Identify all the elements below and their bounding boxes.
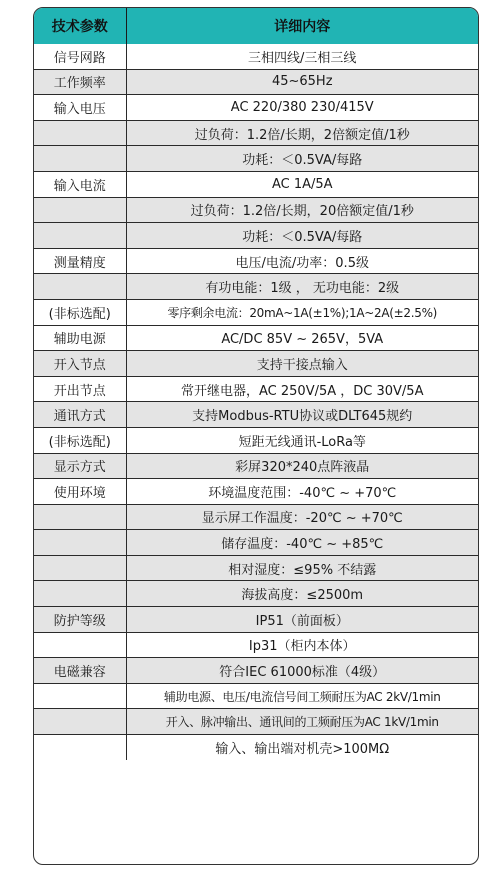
detail-cell: 电压/电流/功率：0.5级 xyxy=(126,248,478,274)
table-row xyxy=(34,120,478,146)
table-row xyxy=(34,171,478,197)
detail-cell: 环境温度范围：-40℃ ~ +70℃ xyxy=(126,479,478,505)
param-cell: 显示方式 xyxy=(34,453,126,479)
header-param: 技术参数 xyxy=(34,8,126,44)
table-row xyxy=(34,197,478,223)
param-cell: (非标选配) xyxy=(34,299,126,325)
param-cell: 辅助电源 xyxy=(34,325,126,351)
table-header-row xyxy=(34,8,478,44)
detail-cell: 显示屏工作温度：-20℃ ~ +70℃ xyxy=(126,504,478,530)
table-row xyxy=(34,530,478,556)
table-row xyxy=(34,376,478,402)
param-cell: 通讯方式 xyxy=(34,402,126,428)
table-row xyxy=(34,274,478,300)
param-cell: 信号网路 xyxy=(34,44,126,69)
param-cell: 防护等级 xyxy=(34,607,126,633)
table-row xyxy=(34,453,478,479)
param-cell: 使用环境 xyxy=(34,479,126,505)
table-row xyxy=(34,44,478,69)
spec-table xyxy=(34,8,478,760)
table-row xyxy=(34,402,478,428)
table-row xyxy=(34,709,478,735)
param-cell: 工作频率 xyxy=(34,69,126,95)
header-detail: 详细内容 xyxy=(126,8,478,44)
detail-cell: IP51（前面板） xyxy=(126,607,478,633)
table-row xyxy=(34,658,478,684)
param-cell: (非标选配) xyxy=(34,427,126,453)
param-cell xyxy=(34,632,126,658)
param-cell xyxy=(34,146,126,172)
table-row xyxy=(34,351,478,377)
detail-cell: 辅助电源、电压/电流信号间工频耐压为AC 2kV/1min xyxy=(126,683,478,709)
detail-cell: 符合IEC 61000标准（4级） xyxy=(126,658,478,684)
param-cell: 开出节点 xyxy=(34,376,126,402)
param-cell xyxy=(34,683,126,709)
detail-cell: 功耗：＜0.5VA/每路 xyxy=(126,223,478,249)
detail-cell: 开入、脉冲输出、通讯间的工频耐压为AC 1kV/1min xyxy=(126,709,478,735)
detail-cell: AC 1A/5A xyxy=(126,171,478,197)
param-cell xyxy=(34,120,126,146)
param-cell xyxy=(34,223,126,249)
detail-cell: 支持Modbus-RTU协议或DLT645规约 xyxy=(126,402,478,428)
table-row xyxy=(34,146,478,172)
param-cell xyxy=(34,530,126,556)
detail-cell: 相对湿度：≤95% 不结露 xyxy=(126,555,478,581)
detail-cell: AC/DC 85V ~ 265V，5VA xyxy=(126,325,478,351)
detail-cell: 海拔高度：≤2500m xyxy=(126,581,478,607)
detail-cell: 支持干接点输入 xyxy=(126,351,478,377)
detail-cell: 储存温度：-40℃ ~ +85℃ xyxy=(126,530,478,556)
detail-cell: 短距无线通讯-LoRa等 xyxy=(126,427,478,453)
detail-cell: 三相四线/三相三线 xyxy=(126,44,478,69)
param-cell xyxy=(34,709,126,735)
detail-cell: Ip31（柜内本体） xyxy=(126,632,478,658)
table-body xyxy=(34,44,478,760)
table-row xyxy=(34,69,478,95)
table-row xyxy=(34,581,478,607)
detail-cell: 45~65Hz xyxy=(126,69,478,95)
table-row xyxy=(34,504,478,530)
table-row xyxy=(34,427,478,453)
detail-cell: 输入、输出端对机壳>100MΩ xyxy=(215,741,390,757)
detail-cell: AC 220/380 230/415V xyxy=(126,95,478,121)
table-row xyxy=(34,299,478,325)
table-row xyxy=(34,555,478,581)
detail-cell: 过负荷：1.2倍/长期，2倍额定值/1秒 xyxy=(126,120,478,146)
detail-cell: 常开继电器，AC 250V/5A ，DC 30V/5A xyxy=(126,376,478,402)
spec-table-frame xyxy=(33,7,479,865)
table-row xyxy=(34,325,478,351)
table-row xyxy=(34,632,478,658)
param-cell: 输入电压 xyxy=(34,95,126,121)
param-cell xyxy=(34,274,126,300)
table-row xyxy=(34,735,478,760)
param-cell: 输入电流 xyxy=(34,171,126,197)
param-cell: 测量精度 xyxy=(34,248,126,274)
param-cell xyxy=(34,555,126,581)
param-cell xyxy=(34,197,126,223)
param-cell xyxy=(34,504,126,530)
table-row xyxy=(34,95,478,121)
param-cell: 开入节点 xyxy=(34,351,126,377)
detail-cell: 功耗：＜0.5VA/每路 xyxy=(126,146,478,172)
detail-cell: 彩屏320*240点阵液晶 xyxy=(126,453,478,479)
table-row xyxy=(34,683,478,709)
detail-cell: 有功电能：1级 ， 无功电能：2级 xyxy=(126,274,478,300)
detail-cell: 零序剩余电流：20mA~1A(±1%);1A~2A(±2.5%) xyxy=(126,299,478,325)
param-cell xyxy=(34,581,126,607)
param-cell xyxy=(34,735,126,760)
table-row xyxy=(34,223,478,249)
detail-cell: 过负荷：1.2倍/长期，20倍额定值/1秒 xyxy=(126,197,478,223)
param-cell: 电磁兼容 xyxy=(34,658,126,684)
table-row xyxy=(34,479,478,505)
table-row xyxy=(34,248,478,274)
table-row xyxy=(34,607,478,633)
